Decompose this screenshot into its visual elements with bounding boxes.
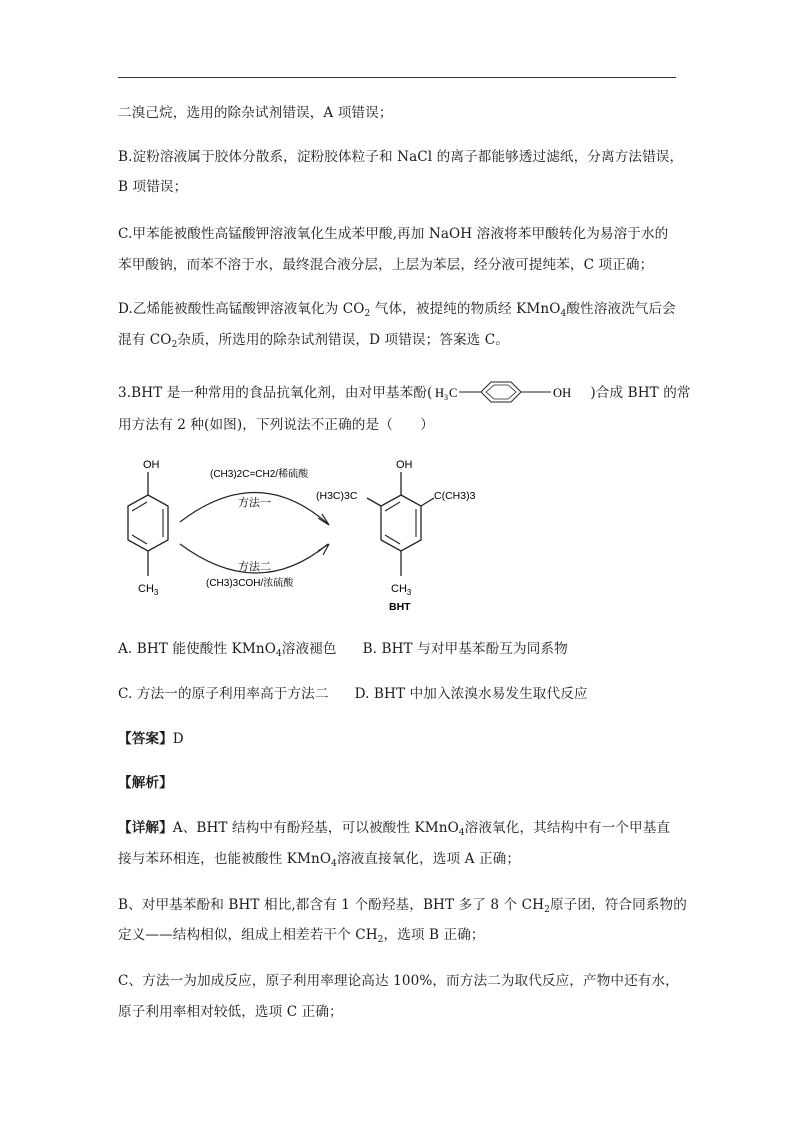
- detail-line: 【详解】A、BHT 结构中有酚羟基，可以被酸性 KMnO$_4$溶液氧化，其结构中有一个甲基直: [118, 820, 671, 838]
- bht-synthesis-figure: [118, 452, 518, 617]
- method-1-label: 方法一: [238, 497, 271, 509]
- method-2-label: 方法二: [238, 561, 271, 573]
- p-cresol-inline-structure: [433, 380, 589, 410]
- reactant-oh-label: OH: [143, 459, 160, 471]
- detail-line: 定义——结构相似，组成上相差若干个 $CH_2$，选项 B 正确；: [118, 927, 485, 945]
- text-line: B.淀粉溶液属于胶体分散系，淀粉胶体粒子和 NaCl 的离子都能够透过滤纸，分离方法错误，: [118, 149, 684, 165]
- text-line: 混有 $CO_2$杂质，所选用的除杂试剂错误，D 项错误；答案选 C。: [118, 332, 509, 350]
- option-c: C. 方法一的原子利用率高于方法二: [118, 686, 329, 702]
- text-line: C.甲苯能被酸性高锰酸钾溶液氧化生成苯甲酸,再加 NaOH 溶液将苯甲酸转化为易溶于水的: [118, 226, 669, 242]
- product-ch3-label: $CH_3$: [391, 583, 412, 597]
- svg-text:C: C: [449, 386, 458, 400]
- svg-text:3: 3: [444, 393, 449, 402]
- option-d: D. BHT 中加入浓溴水易发生取代反应: [354, 686, 588, 702]
- option-row: [118, 684, 588, 704]
- product-right-group: C(CH3)3: [434, 490, 476, 502]
- product-name-label: BHT: [389, 601, 411, 613]
- option-a: A. BHT 能使酸性 KMnO$_4$溶液褪色: [118, 641, 337, 659]
- reagent-method-2: (CH3)3COH/浓硫酸: [206, 578, 294, 589]
- question-3-stem: 3.BHT 是一种常用的食品抗氧化剂，由对甲基苯酚( H 3 C OH )合成 BHT 的常: [118, 380, 691, 410]
- analysis-heading: 【解析】: [118, 775, 173, 791]
- svg-text:H: H: [435, 386, 445, 400]
- svg-text:OH: OH: [553, 386, 572, 400]
- text-line: 苯甲酸钠，而苯不溶于水，最终混合液分层，上层为苯层，经分液可提纯苯，C 项正确；: [118, 257, 654, 273]
- detail-line: 接与苯环相连，也能被酸性 KMnO$_4$溶液直接氧化，选项 A 正确；: [118, 851, 521, 869]
- product-ring: [381, 495, 421, 551]
- option-row: [118, 639, 568, 659]
- text-line: D.乙烯能被酸性高锰酸钾溶液氧化为 $CO_2$ 气体，被提纯的物质经 KMnO$_4$酸性溶液洗气后会: [118, 301, 676, 319]
- answer-label: 【答案】: [118, 731, 173, 747]
- reagent-method-1: (CH3)2C=CH2/稀硫酸: [210, 469, 309, 480]
- detail-line: C、方法一为加成反应，原子利用率理论高达 100%，而方法二为取代反应，产物中还有水，: [118, 973, 679, 989]
- answer-value: D: [172, 731, 184, 747]
- text-line: B 项错误；: [118, 179, 188, 195]
- text-line: 二溴己烷，选用的除杂试剂错误，A 项错误；: [118, 105, 393, 121]
- reactant-ring: [128, 495, 168, 551]
- question-3-stem: 用方法有 2 种(如图)，下列说法不正确的是（ ）: [118, 417, 434, 433]
- reactant-ch3-label: $CH_3$: [138, 583, 159, 597]
- detail-line: B、对甲基苯酚和 BHT 相比,都含有 1 个酚羟基，BHT 多了 8 个 $CH_2$原子团，符合同系物的: [118, 897, 687, 915]
- product-oh-label: OH: [396, 459, 413, 471]
- product-left-group: (H3C)3C: [316, 490, 358, 502]
- detail-line: 原子利用率相对较低，选项 C 正确；: [118, 1004, 343, 1020]
- detail-label: 【详解】: [118, 820, 173, 836]
- option-b: B. BHT 与对甲基苯酚互为同系物: [362, 641, 568, 657]
- answer-line: [118, 729, 184, 749]
- header-rule: [118, 77, 676, 78]
